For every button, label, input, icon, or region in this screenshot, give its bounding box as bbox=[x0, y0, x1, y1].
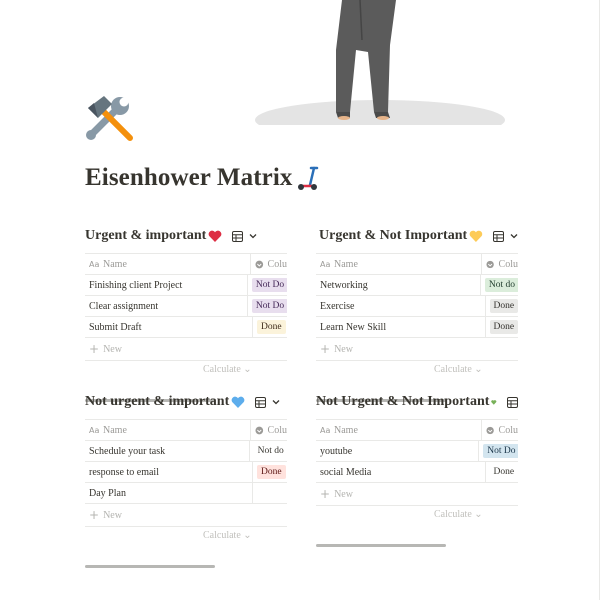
database-header bbox=[316, 391, 518, 413]
svg-text:Aa: Aa bbox=[320, 260, 330, 268]
status-tag: Not Do bbox=[483, 444, 518, 458]
add-new-row-button[interactable]: + New bbox=[316, 338, 518, 361]
page-title[interactable] bbox=[85, 164, 322, 192]
name-column-header[interactable]: Aa Name bbox=[316, 254, 482, 274]
view-switcher[interactable] bbox=[507, 397, 518, 408]
row-name-cell[interactable]: Networking bbox=[316, 275, 481, 295]
cover-illustration bbox=[250, 0, 510, 125]
calculate-button[interactable]: Calculate ⌄ bbox=[203, 364, 252, 375]
row-name-cell[interactable]: Day Plan bbox=[85, 483, 253, 503]
table-view-icon bbox=[493, 231, 504, 242]
horizontal-scrollbar[interactable] bbox=[316, 544, 446, 547]
table-view-icon bbox=[232, 231, 243, 242]
yellow-heart-icon bbox=[469, 230, 483, 243]
chevron-down-icon: ⌄ bbox=[474, 364, 483, 375]
svg-text:Aa: Aa bbox=[320, 426, 330, 434]
row-name-cell[interactable]: youtube bbox=[316, 441, 479, 461]
person-legs-illustration bbox=[250, 0, 510, 125]
row-status-cell[interactable] bbox=[486, 317, 519, 337]
svg-text:Aa: Aa bbox=[89, 426, 99, 434]
chevron-down-icon: ⌄ bbox=[243, 364, 252, 375]
table-view-icon bbox=[255, 397, 266, 408]
status-property-icon bbox=[255, 426, 264, 435]
row-status-cell[interactable] bbox=[486, 462, 519, 482]
name-column-header[interactable]: Aa Name bbox=[85, 254, 251, 274]
table-row[interactable] bbox=[316, 462, 518, 483]
text-property-icon bbox=[320, 260, 330, 268]
status-property-icon bbox=[255, 260, 264, 269]
database-header bbox=[85, 225, 287, 247]
table-header-row bbox=[316, 420, 518, 441]
status-tag: Done bbox=[490, 299, 519, 313]
calculate-row bbox=[316, 506, 518, 524]
row-status-cell[interactable] bbox=[253, 483, 265, 503]
chevron-down-icon bbox=[272, 399, 280, 405]
status-tag: Done bbox=[257, 465, 286, 479]
row-name-cell[interactable]: Clear assignment bbox=[85, 296, 248, 316]
table-view-icon bbox=[507, 397, 518, 408]
row-status-cell[interactable] bbox=[248, 275, 287, 295]
status-property-icon bbox=[486, 260, 494, 269]
view-switcher[interactable] bbox=[255, 397, 280, 408]
status-tag: Done bbox=[490, 320, 519, 334]
calculate-row bbox=[85, 361, 287, 379]
plus-icon: + bbox=[320, 342, 331, 356]
database-urgent-not-important bbox=[316, 225, 518, 379]
status-tag: Not Do bbox=[252, 299, 287, 313]
status-tag bbox=[257, 492, 265, 494]
view-switcher[interactable] bbox=[493, 231, 518, 242]
database-table bbox=[316, 253, 518, 379]
row-status-cell[interactable] bbox=[253, 317, 286, 337]
status-tag: Done bbox=[257, 320, 286, 334]
row-name-cell[interactable]: response to email bbox=[85, 462, 253, 482]
status-column-header[interactable]: Colu bbox=[482, 420, 518, 440]
database-urgent-important bbox=[85, 225, 287, 379]
name-column-header[interactable]: Aa Name bbox=[85, 420, 251, 440]
table-row[interactable] bbox=[316, 296, 518, 317]
plus-icon: + bbox=[320, 487, 331, 501]
database-table bbox=[85, 419, 287, 545]
table-row[interactable] bbox=[85, 462, 287, 483]
database-header bbox=[85, 391, 287, 413]
database-table bbox=[316, 419, 518, 524]
status-tag: Done bbox=[493, 467, 515, 477]
database-title[interactable]: Not Urgent & Not Important bbox=[316, 394, 490, 409]
calculate-button[interactable]: Calculate ⌄ bbox=[434, 509, 483, 520]
database-not-urgent-not-important bbox=[316, 391, 518, 524]
database-title[interactable]: Not urgent & important bbox=[85, 394, 230, 409]
chevron-down-icon bbox=[510, 233, 518, 239]
page-title-text: Eisenhower Matrix bbox=[85, 164, 293, 191]
row-status-cell[interactable] bbox=[479, 441, 518, 461]
table-row[interactable] bbox=[85, 317, 287, 338]
row-status-cell[interactable] bbox=[253, 462, 286, 482]
text-property-icon bbox=[89, 260, 99, 268]
hammer-and-wrench-icon[interactable] bbox=[84, 94, 136, 146]
add-new-row-button[interactable]: + New bbox=[85, 504, 287, 527]
database-header bbox=[316, 225, 518, 247]
table-header-row bbox=[85, 254, 287, 275]
chevron-down-icon: ⌄ bbox=[243, 530, 252, 541]
table-row[interactable] bbox=[316, 441, 518, 462]
table-row[interactable] bbox=[85, 441, 287, 462]
row-status-cell[interactable] bbox=[248, 296, 287, 316]
database-table bbox=[85, 253, 287, 379]
horizontal-scrollbar[interactable] bbox=[85, 565, 215, 568]
text-property-icon bbox=[320, 426, 330, 434]
red-heart-icon bbox=[208, 230, 222, 243]
row-name-cell[interactable]: social Media bbox=[316, 462, 486, 482]
status-column-header[interactable]: Colu bbox=[251, 420, 287, 440]
calculate-row bbox=[85, 527, 287, 545]
row-name-cell[interactable]: Submit Draft bbox=[85, 317, 253, 337]
table-row[interactable] bbox=[316, 317, 518, 338]
row-name-cell[interactable]: Schedule your task bbox=[85, 441, 250, 461]
name-column-header[interactable]: Aa Name bbox=[316, 420, 482, 440]
table-row[interactable] bbox=[85, 483, 287, 504]
status-tag: Not do bbox=[485, 278, 518, 292]
chevron-down-icon: ⌄ bbox=[474, 509, 483, 520]
add-new-row-button[interactable]: + New bbox=[85, 338, 287, 361]
row-status-cell[interactable] bbox=[486, 296, 519, 316]
row-name-cell[interactable]: Exercise bbox=[316, 296, 486, 316]
table-row[interactable] bbox=[85, 275, 287, 296]
status-tag: Not Do bbox=[252, 278, 287, 292]
chevron-down-icon bbox=[249, 233, 257, 239]
status-tag: Not do bbox=[257, 446, 284, 456]
text-property-icon bbox=[89, 426, 99, 434]
row-name-cell[interactable]: Learn New Skill bbox=[316, 317, 486, 337]
table-header-row bbox=[85, 420, 287, 441]
calculate-button[interactable]: Calculate ⌄ bbox=[434, 364, 483, 375]
table-row[interactable] bbox=[85, 296, 287, 317]
row-status-cell[interactable] bbox=[481, 275, 518, 295]
calculate-button[interactable]: Calculate ⌄ bbox=[203, 530, 252, 541]
row-status-cell[interactable] bbox=[250, 441, 287, 461]
status-property-icon bbox=[486, 426, 494, 435]
database-title[interactable]: Urgent & Not Important bbox=[319, 228, 468, 243]
database-title[interactable]: Urgent & important bbox=[85, 228, 207, 243]
plus-icon: + bbox=[89, 342, 100, 356]
table-row[interactable] bbox=[316, 275, 518, 296]
database-not-urgent-important bbox=[85, 391, 287, 545]
status-column-header[interactable]: Colu bbox=[251, 254, 287, 274]
green-heart-icon bbox=[491, 396, 497, 409]
plus-icon: + bbox=[89, 508, 100, 522]
table-header-row bbox=[316, 254, 518, 275]
svg-text:Aa: Aa bbox=[89, 260, 99, 268]
view-switcher[interactable] bbox=[232, 231, 257, 242]
row-name-cell[interactable]: Finishing client Project bbox=[85, 275, 248, 295]
calculate-row bbox=[316, 361, 518, 379]
kick-scooter-icon bbox=[296, 165, 322, 191]
blue-heart-icon bbox=[231, 396, 245, 409]
status-column-header[interactable]: Colu bbox=[482, 254, 518, 274]
add-new-row-button[interactable]: + New bbox=[316, 483, 518, 506]
